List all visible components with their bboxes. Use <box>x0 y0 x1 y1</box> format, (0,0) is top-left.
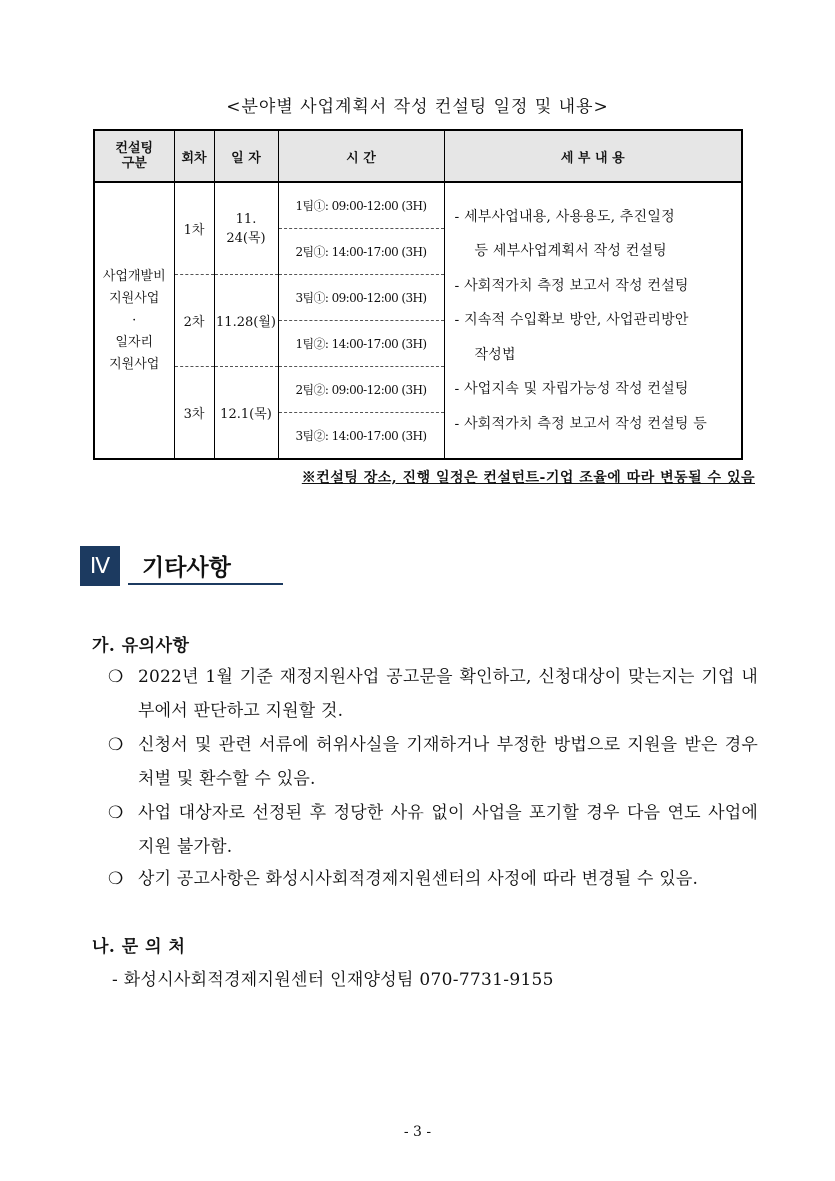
header-category <box>94 130 174 182</box>
category-line: 지원사업 <box>109 356 160 372</box>
section-title: 기타사항 <box>142 555 231 581</box>
category-line: · <box>132 312 137 328</box>
section-number-badge: Ⅳ <box>80 546 120 586</box>
time-slot-cell: 1팀①: 09:00-12:00 (3H) <box>278 182 444 229</box>
detail-line: - 세부사업내용, 사용용도, 추진일정 <box>454 208 675 225</box>
time-slot-cell: 1팀②: 14:00-17:00 (3H) <box>278 321 444 367</box>
caution-item <box>108 660 758 728</box>
contact-title: 나. 문 의 처 <box>92 937 186 957</box>
date-cell: 12.1(목) <box>214 367 278 460</box>
detail-line: - 지속적 수입확보 방안, 사업관리방안 <box>454 312 689 329</box>
table-header-row <box>94 130 742 182</box>
category-cell <box>94 182 174 459</box>
caution-text: 상기 공고사항은 화성시사회적경제지원센터의 사정에 따라 변경될 수 있음. <box>138 869 699 889</box>
round-cell: 1차 <box>174 182 214 275</box>
caution-item <box>108 796 758 864</box>
detail-line: 작성법 <box>474 346 516 363</box>
header-category-line: 구분 <box>121 156 147 171</box>
circle-bullet-icon: ❍ <box>108 869 124 889</box>
caution-text: 신청서 및 관련 서류에 허위사실을 기재하거나 부정한 방법으로 지원을 받은 경우 처벌 및 환수할 수 있음. <box>138 735 758 789</box>
table-row <box>94 182 742 229</box>
category-line: 사업개발비 <box>102 268 166 284</box>
table-caption: <분야별 사업계획서 작성 컨설팅 일정 및 내용> <box>226 97 609 117</box>
page-number: - 3 - <box>403 1124 432 1140</box>
header-details: 세 부 내 용 <box>444 130 742 182</box>
category-line: 지원사업 <box>109 290 160 306</box>
detail-line: - 사업지속 및 자립가능성 작성 컨설팅 <box>454 381 689 398</box>
schedule-note: ※컨설팅 장소, 진행 일정은 컨설턴트-기업 조율에 따라 변동될 수 있음 <box>301 470 755 486</box>
detail-line: - 사회적가치 측정 보고서 작성 컨설팅 <box>454 277 689 294</box>
category-line: 일자리 <box>115 334 154 350</box>
caution-item <box>108 862 758 896</box>
round-cell: 3차 <box>174 367 214 460</box>
header-time: 시 간 <box>278 130 444 182</box>
detail-line: - 사회적가치 측정 보고서 작성 컨설팅 등 <box>454 415 707 432</box>
circle-bullet-icon: ❍ <box>108 667 124 687</box>
time-slot-cell: 2팀①: 14:00-17:00 (3H) <box>278 229 444 275</box>
circle-bullet-icon: ❍ <box>108 735 124 755</box>
date-cell: 11.28(월) <box>214 275 278 367</box>
caution-item <box>108 728 758 796</box>
header-category-line: 컨설팅 <box>115 141 154 156</box>
round-cell: 2차 <box>174 275 214 367</box>
details-cell <box>444 182 742 459</box>
time-slot-cell: 2팀②: 09:00-12:00 (3H) <box>278 367 444 413</box>
contact-line: - 화성시사회적경제지원센터 인재양성팀 070-7731-9155 <box>112 970 554 990</box>
detail-line: 등 세부사업계획서 작성 컨설팅 <box>474 243 667 260</box>
caution-title: 가. 유의사항 <box>92 636 190 656</box>
time-slot-cell: 3팀②: 14:00-17:00 (3H) <box>278 413 444 460</box>
consulting-schedule-table <box>93 129 743 460</box>
date-cell: 11. 24(목) <box>214 182 278 275</box>
circle-bullet-icon: ❍ <box>108 803 124 823</box>
caution-text: 사업 대상자로 선정된 후 정당한 사유 없이 사업을 포기할 경우 다음 연도 사업에 지원 불가함. <box>138 803 758 857</box>
time-slot-cell: 3팀①: 09:00-12:00 (3H) <box>278 275 444 321</box>
header-date: 일 자 <box>214 130 278 182</box>
header-round: 회차 <box>174 130 214 182</box>
caution-text: 2022년 1월 기준 재정지원사업 공고문을 확인하고, 신청대상이 맞는지는 기업 내부에서 판단하고 지원할 것. <box>138 667 758 721</box>
section-underline <box>128 583 283 585</box>
